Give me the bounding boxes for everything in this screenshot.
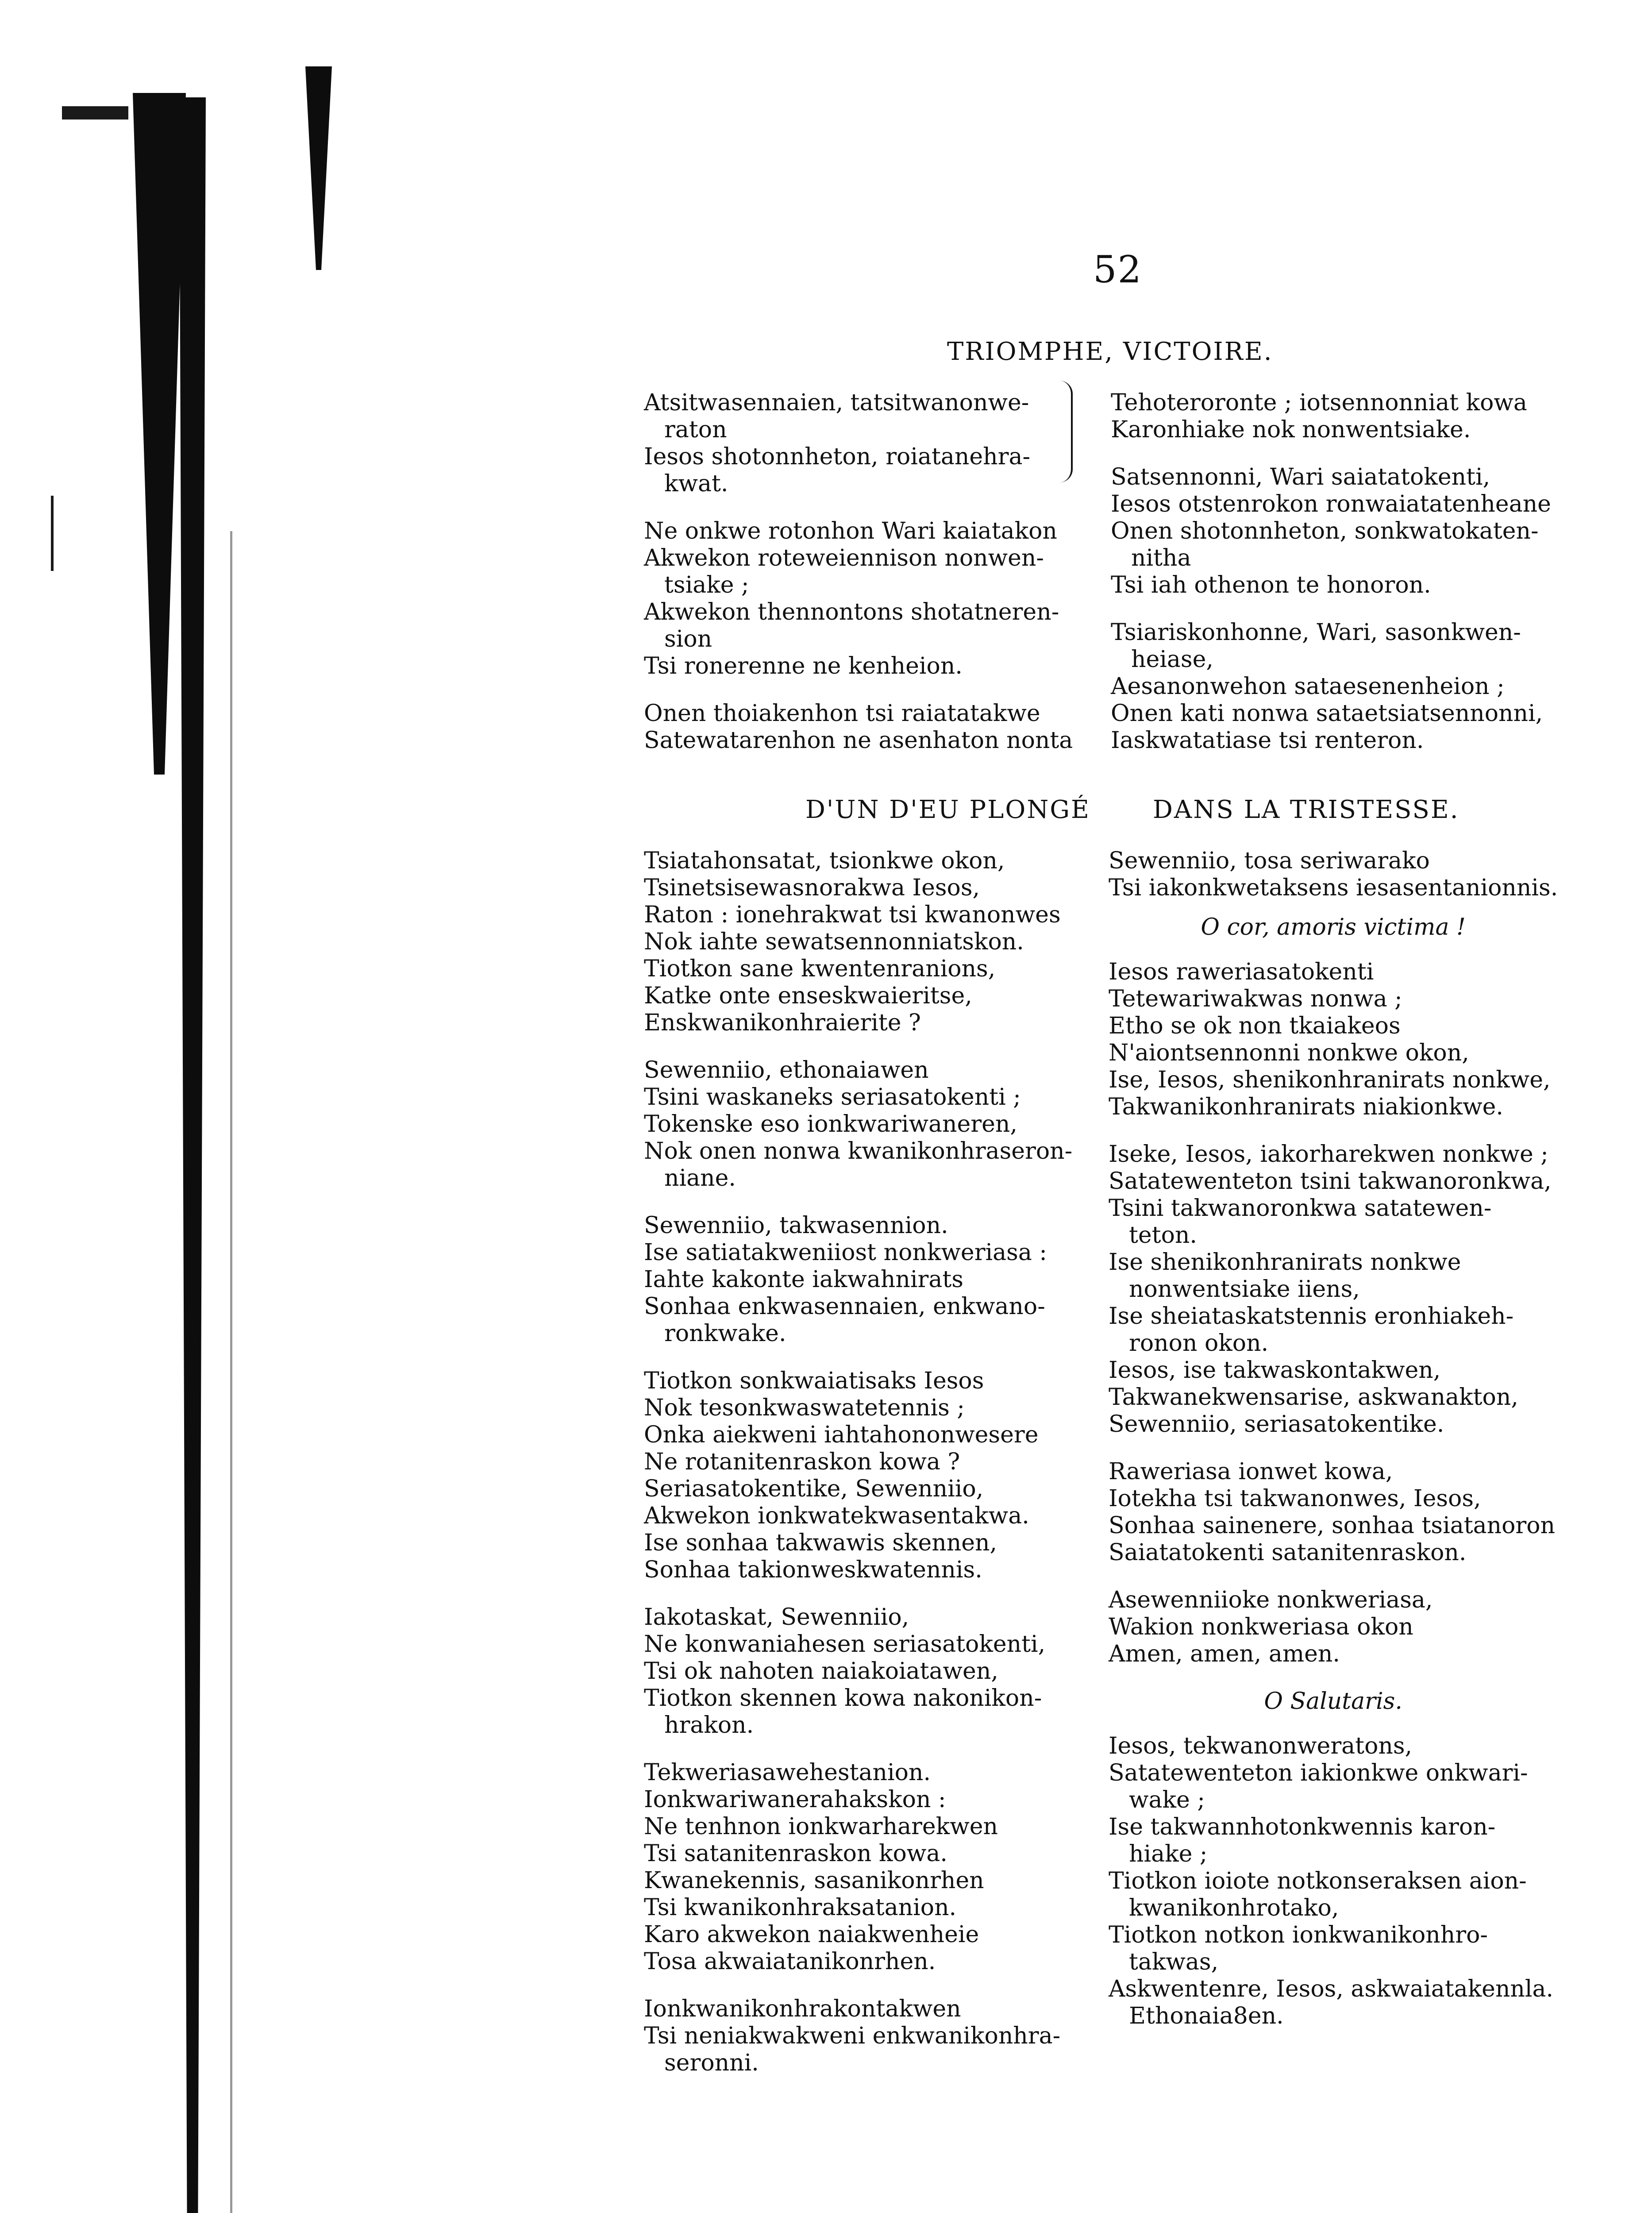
verse-line: Sonhaa takionweskwatennis. [644, 1557, 982, 1583]
verse-line: Tsiariskonhonne, Wari, sasonkwen- [1111, 619, 1521, 646]
verse-line: Tetewariwakwas nonwa ; [1109, 986, 1402, 1012]
verse-line: Enskwanikonhraierite ? [644, 1010, 921, 1036]
verse-line: Tiotkon ioiote notkonseraksen aion- [1109, 1868, 1527, 1894]
verse-line-continuation: tsiake ; [664, 572, 749, 598]
stanza [1111, 389, 1551, 443]
stanza [644, 1759, 1072, 1975]
verse-line: Tosa akwaiatanikonrhen. [644, 1948, 936, 1975]
verse-line-continuation: teton. [1129, 1222, 1197, 1249]
verse-line: Sewenniio, ethonaiawen [644, 1057, 929, 1083]
verse-line: Iseke, Iesos, iakorharekwen nonkwe ; [1109, 1141, 1548, 1168]
stanza [1109, 1587, 1558, 1668]
verse-line: Iesos shotonnheton, roiatanehra- [644, 443, 1031, 470]
verse-line: Ise, Iesos, shenikonhranirats nonkwe, [1109, 1067, 1551, 1093]
verse-line: Tiotkon skennen kowa nakonikon- [644, 1685, 1042, 1712]
verse-line-continuation: niane. [664, 1165, 736, 1191]
verse-line: Tsi kwanikonhraksatanion. [644, 1894, 957, 1921]
verse-line: Iesos raweriasatokenti [1109, 959, 1374, 985]
verse-line: Tiotkon sane kwentenranions, [644, 956, 996, 982]
verse-line: Ise shenikonhranirats nonkwe [1109, 1249, 1461, 1276]
verse-line: Takwanikonhranirats niakionkwe. [1109, 1094, 1503, 1120]
verse-line: Tsi ronerenne ne kenheion. [644, 653, 963, 679]
verse-line: Tiotkon sonkwaiatisaks Iesos [644, 1368, 984, 1394]
verse-line-continuation: Ethonaia8en. [1129, 2003, 1284, 2029]
verse-line: Tsi iah othenon te honoron. [1111, 572, 1431, 598]
verse-line: Atsitwasennaien, tatsitwanonwe- [644, 389, 1029, 416]
verse-line: Iesos otstenrokon ronwaiatatenheane [1111, 491, 1551, 517]
verse-line: Sewenniio, seriasatokentike. [1109, 1411, 1444, 1438]
verse-line: Karonhiake nok nonwentsiake. [1111, 416, 1471, 443]
verse-line: Tsiatahonsatat, tsionkwe okon, [644, 848, 1005, 874]
verse-line: Iaskwatatiase tsi renteron. [1111, 727, 1424, 754]
verse-line: Tekweriasawehestanion. [644, 1759, 931, 1786]
verse-line: Etho se ok non tkaiakeos [1109, 1013, 1401, 1039]
section1-right-column [1111, 389, 1551, 775]
verse-line: Satatewenteton iakionkwe onkwari- [1109, 1760, 1528, 1786]
verse-line: Ne konwaniahesen seriasatokenti, [644, 1631, 1046, 1658]
verse-line: Satatewenteton tsini takwanoronkwa, [1109, 1168, 1552, 1195]
verse-line: Akwekon ionkwatekwasentakwa. [644, 1503, 1029, 1529]
stanza [644, 1057, 1072, 1192]
section-title-left: D'UN D'EU PLONGÉ [805, 795, 1090, 824]
verse-line: Raweriasa ionwet kowa, [1109, 1458, 1393, 1485]
stanza [644, 700, 1073, 754]
section2-right-column [1109, 848, 1558, 2050]
verse-line-continuation: kwanikonhrotako, [1129, 1895, 1339, 1921]
verse-line: Takwanekwensarise, askwanakton, [1109, 1384, 1518, 1411]
verse-line: Tsi neniakwakweni enkwanikonhra- [644, 2023, 1061, 2049]
stanza [1109, 1458, 1558, 1566]
verse-line: Iesos, ise takwaskontakwen, [1109, 1357, 1441, 1384]
verse-line-continuation: takwas, [1129, 1949, 1219, 1975]
verse-line-continuation: ronon okon. [1129, 1330, 1269, 1357]
verse-line: Raton : ionehrakwat tsi kwanonwes [644, 902, 1061, 928]
verse-line: Seriasatokentike, Sewenniio, [644, 1476, 984, 1502]
verse-line: Onen shotonnheton, sonkwatokaten- [1111, 518, 1539, 544]
verse-line-continuation: nonwentsiake iiens, [1129, 1276, 1360, 1303]
verse-line-continuation: sion [664, 626, 712, 652]
verse-line: Onen kati nonwa sataetsiatsennonni, [1111, 700, 1543, 727]
verse-line: Satewatarenhon ne asenhaton nonta [644, 727, 1073, 754]
verse-line: Onen thoiakenhon tsi raiatatakwe [644, 700, 1040, 727]
verse-line: Ne tenhnon ionkwarharekwen [644, 1813, 998, 1840]
verse-line-continuation: seronni. [664, 2050, 759, 2076]
stanza [1109, 1733, 1558, 2030]
stanza [644, 1212, 1072, 1347]
verse-line: Tokenske eso ionkwariwaneren, [644, 1111, 1017, 1137]
verse-line: Tsi satanitenraskon kowa. [644, 1840, 947, 1867]
verse-line: Iahte kakonte iakwahnirats [644, 1266, 963, 1293]
stanza [644, 389, 1073, 497]
verse-line: Saiatatokenti satanitenraskon. [1109, 1539, 1467, 1566]
verse-line: Sewenniio, takwasennion. [644, 1212, 948, 1239]
verse-line: Ise sonhaa takwawis skennen, [644, 1530, 997, 1556]
verse-line: Amen, amen, amen. [1109, 1641, 1340, 1667]
verse-line-continuation: hrakon. [664, 1712, 754, 1739]
verse-line: Tehoteroronte ; iotsennonniat kowa [1111, 389, 1527, 416]
verse-line: Sewenniio, tosa seriwarako [1109, 848, 1430, 874]
section1-left-column [644, 389, 1073, 775]
verse-line: Ne rotanitenraskon kowa ? [644, 1449, 960, 1475]
verse-line: Ionkwariwanerahakskon : [644, 1786, 946, 1813]
verse-line-continuation: hiake ; [1129, 1841, 1208, 1867]
stanza [644, 1996, 1072, 2077]
verse-line: Ne onkwe rotonhon Wari kaiatakon [644, 518, 1057, 544]
latin-subtitle: O cor, amoris victima ! [1201, 914, 1466, 941]
verse-line: Nok iahte sewatsennonniatskon. [644, 929, 1024, 955]
verse-line-continuation: nitha [1131, 545, 1191, 571]
verse-line: Sonhaa enkwasennaien, enkwano- [644, 1293, 1045, 1320]
verse-line: Tsi ok nahoten naiakoiatawen, [644, 1658, 998, 1685]
stanza [1109, 959, 1558, 1121]
latin-subtitle: O Salutaris. [1264, 1688, 1402, 1715]
verse-line: Onka aiekweni iahtahononwesere [644, 1422, 1039, 1448]
verse-line: Nok tesonkwaswatetennis ; [644, 1395, 965, 1421]
brace-mark [1058, 381, 1073, 482]
verse-line: Akwekon roteweiennison nonwen- [644, 545, 1044, 571]
verse-line: Iakotaskat, Sewenniio, [644, 1604, 909, 1631]
verse-line: Kwanekennis, sasanikonrhen [644, 1867, 984, 1894]
verse-line: Ise sheiataskatstennis eronhiakeh- [1109, 1303, 1514, 1330]
verse-line-continuation: ronkwake. [664, 1320, 786, 1347]
verse-line: Katke onte enseskwaieritse, [644, 983, 972, 1009]
verse-line: Nok onen nonwa kwanikonhraseron- [644, 1138, 1073, 1164]
section-title-triomphe: TRIOMPHE, VICTOIRE. [947, 337, 1273, 366]
verse-line: Tsinetsisewasnorakwa Iesos, [644, 875, 980, 901]
stanza [1111, 619, 1551, 754]
scan-artifact-bar [179, 97, 206, 2213]
section2-left-column [644, 848, 1072, 2097]
verse-line: Asewenniioke nonkweriasa, [1109, 1587, 1433, 1613]
verse-line: Iesos, tekwanonweratons, [1109, 1733, 1413, 1759]
verse-line: Sonhaa sainenere, sonhaa tsiatanoron [1109, 1512, 1556, 1539]
page-number: 52 [1093, 248, 1142, 291]
section-title-right: DANS LA TRISTESSE. [1153, 795, 1459, 824]
stanza [1111, 464, 1551, 599]
verse-line: Wakion nonkweriasa okon [1109, 1614, 1413, 1640]
stanza [644, 1368, 1072, 1584]
verse-line-continuation: kwat. [664, 470, 728, 497]
scan-artifact-speck [230, 531, 232, 2213]
verse-line: Akwekon thennontons shotatneren- [644, 599, 1059, 625]
verse-line: Tsini takwanoronkwa satatewen- [1109, 1195, 1492, 1222]
verse-line-continuation: wake ; [1129, 1787, 1205, 1813]
verse-line-continuation: heiase, [1131, 646, 1213, 673]
stanza [644, 518, 1073, 680]
verse-line: Ise satiatakweniiost nonkweriasa : [644, 1239, 1047, 1266]
verse-line: Iotekha tsi takwanonwes, Iesos, [1109, 1485, 1481, 1512]
verse-line: Tiotkon notkon ionkwanikonhro- [1109, 1922, 1488, 1948]
verse-line: N'aiontsennonni nonkwe okon, [1109, 1040, 1469, 1066]
verse-line: Satsennonni, Wari saiatatokenti, [1111, 464, 1490, 490]
verse-line: Ise takwannhotonkwennis karon- [1109, 1814, 1496, 1840]
scan-artifact-speck [51, 496, 54, 571]
stanza [644, 848, 1072, 1037]
scan-artifact-bar [133, 93, 186, 775]
verse-line-continuation: raton [664, 416, 727, 443]
stanza [1109, 1141, 1558, 1438]
verse-line: Askwentenre, Iesos, askwaiatakennla. [1109, 1976, 1554, 2002]
verse-line: Tsi iakonkwetaksens iesasentanionnis. [1109, 875, 1558, 901]
scan-artifact-bar [305, 66, 332, 270]
scan-artifact-speck [62, 106, 128, 120]
verse-line: Tsini waskaneks seriasatokenti ; [644, 1084, 1021, 1110]
stanza [644, 1604, 1072, 1739]
verse-line: Karo akwekon naiakwenheie [644, 1921, 979, 1948]
verse-line: Aesanonwehon sataesenenheion ; [1111, 673, 1505, 700]
verse-line: Ionkwanikonhrakontakwen [644, 1996, 961, 2022]
stanza [1109, 848, 1558, 902]
